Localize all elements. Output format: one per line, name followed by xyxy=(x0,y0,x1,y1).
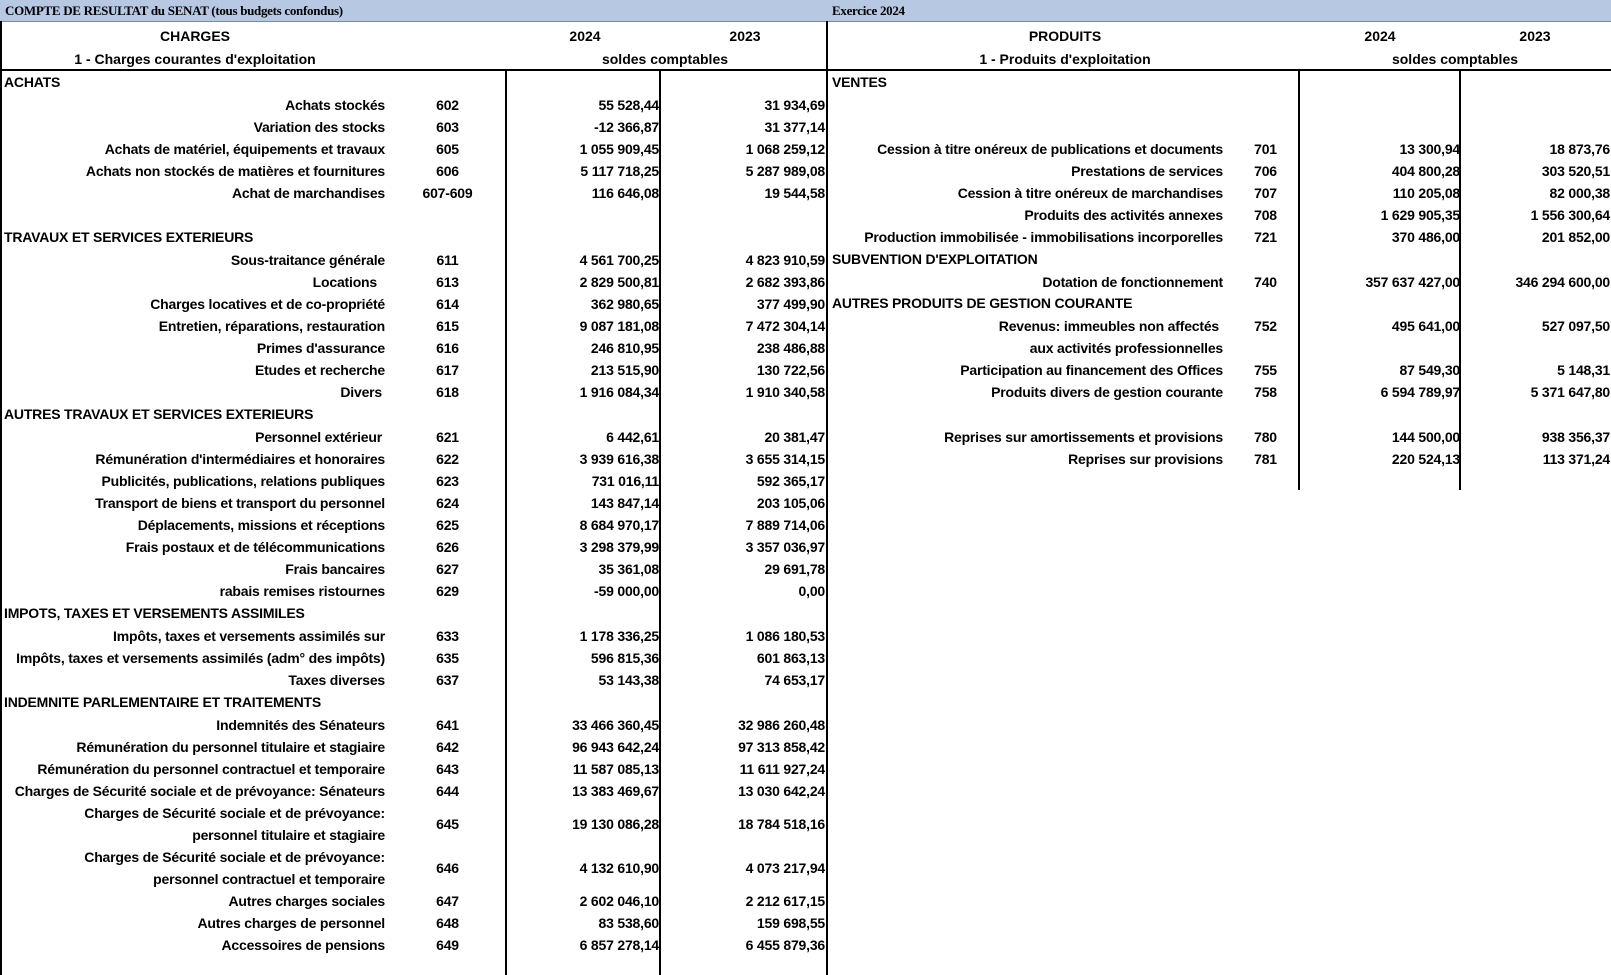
charges-year-2023: 2023 xyxy=(729,28,761,44)
row-code: 635 xyxy=(436,650,459,666)
table-row xyxy=(828,315,1611,337)
row-label: Achats stockés xyxy=(285,97,385,113)
row-label-continued: personnel titulaire et stagiaire xyxy=(192,827,385,843)
row-value-2023: 2 682 393,86 xyxy=(745,274,825,290)
row-label: Impôts, taxes et versements assimilés sur xyxy=(113,628,385,644)
section-title: AUTRES TRAVAUX ET SERVICES EXTERIEURS xyxy=(4,406,314,422)
table-row xyxy=(0,669,826,691)
row-value-2023: 1 910 340,58 xyxy=(745,384,825,400)
row-code: 626 xyxy=(436,539,459,555)
table-row xyxy=(0,912,826,934)
table-row xyxy=(828,160,1611,182)
row-label: Indemnités des Sénateurs xyxy=(216,717,385,733)
row-value-2023: 6 455 879,36 xyxy=(745,937,825,953)
row-value-2023: 7 889 714,06 xyxy=(745,517,825,533)
row-label: Participation au financement des Offices xyxy=(960,362,1223,378)
table-row xyxy=(0,138,826,160)
row-code: 642 xyxy=(436,739,459,755)
table-row xyxy=(0,182,826,204)
row-label: Impôts, taxes et versements assimilés (adm° des impôts) xyxy=(16,650,385,666)
row-value-2024: 144 500,00 xyxy=(1391,429,1460,445)
row-label: Reprises sur provisions xyxy=(1068,451,1223,467)
row-value-2024: 6 442,61 xyxy=(606,429,659,445)
row-value-2024: 596 815,36 xyxy=(590,650,659,666)
row-code: 721 xyxy=(1254,229,1277,245)
row-value-2024: 55 528,44 xyxy=(598,97,659,113)
table-row xyxy=(828,138,1611,160)
row-code: 708 xyxy=(1254,207,1277,223)
row-label: Charges de Sécurité sociale et de prévoyance: xyxy=(84,805,385,821)
row-label: Rémunération d'intermédiaires et honoraires xyxy=(95,451,385,467)
row-value-2024: 53 143,38 xyxy=(598,672,659,688)
row-value-2024: 362 980,65 xyxy=(590,296,659,312)
row-code: 615 xyxy=(436,318,459,334)
row-value-2023: 7 472 304,14 xyxy=(745,318,825,334)
row-code: 603 xyxy=(436,119,459,135)
table-row xyxy=(0,736,826,758)
row-value-2023: 303 520,51 xyxy=(1541,163,1610,179)
row-value-2024: 1 916 084,34 xyxy=(579,384,659,400)
row-value-2023: 13 030 642,24 xyxy=(738,783,825,799)
row-value-2023: 5 371 647,80 xyxy=(1530,384,1610,400)
row-value-2024: 246 810,95 xyxy=(590,340,659,356)
row-label: Charges de Sécurité sociale et de prévoyance: xyxy=(84,849,385,865)
row-value-2024: 2 602 046,10 xyxy=(579,893,659,909)
row-code: 616 xyxy=(436,340,459,356)
section-title: IMPOTS, TAXES ET VERSEMENTS ASSIMILES xyxy=(4,605,305,621)
row-value-2024: 1 178 336,25 xyxy=(579,628,659,644)
row-value-2023: 4 823 910,59 xyxy=(745,252,825,268)
row-code: 624 xyxy=(436,495,459,511)
produits-heading: PRODUITS xyxy=(1028,28,1102,44)
row-code: 643 xyxy=(436,761,459,777)
row-label: Charges locatives et de co-propriété xyxy=(150,296,385,312)
produits-subheading: 1 - Produits d'exploitation xyxy=(979,51,1151,67)
row-label: Achat de marchandises xyxy=(232,185,385,201)
row-value-2023: 113 371,24 xyxy=(1542,451,1610,467)
row-value-2024: 96 943 642,24 xyxy=(572,739,659,755)
row-label: Achats non stockés de matières et fournitures xyxy=(85,163,385,179)
row-value-2024: -59 000,00 xyxy=(594,583,659,599)
row-label: Variation des stocks xyxy=(253,119,385,135)
report-title: COMPTE DE RESULTAT du SENAT (tous budgets confondus) xyxy=(5,3,343,18)
table-row xyxy=(0,293,826,315)
table-row xyxy=(0,381,826,403)
row-value-2023: 18 784 518,16 xyxy=(738,816,825,832)
row-code: 641 xyxy=(436,717,459,733)
row-value-2024: 83 538,60 xyxy=(598,915,659,931)
table-row xyxy=(828,426,1611,448)
row-code: 622 xyxy=(436,451,459,467)
row-label: Locations xyxy=(312,274,377,290)
table-row xyxy=(828,182,1611,204)
row-value-2024: 8 684 970,17 xyxy=(579,517,659,533)
row-code: 606 xyxy=(436,163,459,179)
row-value-2023: 346 294 600,00 xyxy=(1515,274,1610,290)
row-code: 707 xyxy=(1254,185,1277,201)
row-value-2023: 201 852,00 xyxy=(1541,229,1610,245)
row-value-2024: 13 300,94 xyxy=(1399,141,1460,157)
row-label: Dotation de fonctionnement xyxy=(1042,274,1223,290)
row-label: Rémunération du personnel contractuel et temporaire xyxy=(37,761,385,777)
row-value-2024: 9 087 181,08 xyxy=(579,318,659,334)
row-code: 602 xyxy=(436,97,459,113)
table-row xyxy=(0,116,826,138)
row-label-continued: personnel contractuel et temporaire xyxy=(153,871,385,887)
row-value-2023: 19 544,58 xyxy=(764,185,825,201)
row-value-2023: 238 486,88 xyxy=(756,340,825,356)
row-label: Transport de biens et transport du personnel xyxy=(95,495,385,511)
row-label: Personnel extérieur xyxy=(255,429,382,445)
table-row xyxy=(0,647,826,669)
row-value-2024: -12 366,87 xyxy=(594,119,659,135)
section-title: ACHATS xyxy=(4,74,61,90)
row-value-2024: 3 939 616,38 xyxy=(579,451,659,467)
row-value-2023: 31 934,69 xyxy=(764,97,825,113)
table-row xyxy=(828,204,1611,226)
row-value-2023: 1 086 180,53 xyxy=(745,628,825,644)
row-value-2024: 6 857 278,14 xyxy=(579,937,659,953)
row-value-2023: 938 356,37 xyxy=(1541,429,1610,445)
table-row xyxy=(0,802,826,846)
row-value-2024: 13 383 469,67 xyxy=(572,783,659,799)
row-label: Production immobilisée - immobilisations incorporelles xyxy=(864,229,1223,245)
row-value-2024: 4 561 700,25 xyxy=(579,252,659,268)
row-value-2023: 5 148,31 xyxy=(1557,362,1610,378)
row-value-2024: 1 629 905,35 xyxy=(1380,207,1460,223)
row-value-2023: 159 698,55 xyxy=(756,915,825,931)
table-row xyxy=(0,337,826,359)
row-value-2023: 97 313 858,42 xyxy=(738,739,825,755)
table-row xyxy=(828,337,1611,359)
row-code: 646 xyxy=(436,860,459,876)
row-value-2024: 143 847,14 xyxy=(590,495,659,511)
section-title: TRAVAUX ET SERVICES EXTERIEURS xyxy=(4,229,254,245)
row-code: 701 xyxy=(1254,141,1277,157)
row-value-2023: 527 097,50 xyxy=(1541,318,1610,334)
row-code: 614 xyxy=(436,296,459,312)
row-label: Charges de Sécurité sociale et de prévoyance: Sénateurs xyxy=(14,783,385,799)
row-code: 633 xyxy=(436,628,459,644)
section-title: AUTRES PRODUITS DE GESTION COURANTE xyxy=(832,295,1133,311)
table-row xyxy=(0,714,826,736)
row-code: 617 xyxy=(436,362,459,378)
row-code: 607-609 xyxy=(422,185,473,201)
row-code: 648 xyxy=(436,915,459,931)
row-code: 625 xyxy=(436,517,459,533)
row-value-2023: 601 863,13 xyxy=(756,650,825,666)
row-label: rabais remises ristournes xyxy=(219,583,385,599)
table-row xyxy=(0,492,826,514)
row-label: Accessoires de pensions xyxy=(221,937,385,953)
row-code: 645 xyxy=(436,816,459,832)
row-value-2024: 404 800,28 xyxy=(1391,163,1460,179)
exercise-label: Exercice 2024 xyxy=(832,3,905,18)
table-row xyxy=(0,780,826,802)
row-value-2023: 592 365,17 xyxy=(756,473,825,489)
table-row xyxy=(0,580,826,602)
table-row xyxy=(0,160,826,182)
row-value-2023: 4 073 217,94 xyxy=(745,860,825,876)
table-row xyxy=(828,226,1611,248)
table-row xyxy=(0,514,826,536)
row-value-2024: 2 829 500,81 xyxy=(579,274,659,290)
charges-soldes-label: soldes comptables xyxy=(601,51,729,67)
row-label: Produits divers de gestion courante xyxy=(991,384,1223,400)
row-value-2024: 213 515,90 xyxy=(590,362,659,378)
row-label: Etudes et recherche xyxy=(254,362,385,378)
table-row xyxy=(0,448,826,470)
table-row xyxy=(0,94,826,116)
row-value-2023: 3 357 036,97 xyxy=(745,539,825,555)
row-label: Cession à titre onéreux de publications et documents xyxy=(877,141,1223,157)
row-code: 780 xyxy=(1254,429,1277,445)
section-title: INDEMNITE PARLEMENTAIRE ET TRAITEMENTS xyxy=(4,694,321,710)
row-value-2024: 731 016,11 xyxy=(591,473,659,489)
row-code: 649 xyxy=(436,937,459,953)
row-value-2024: 220 524,13 xyxy=(1391,451,1460,467)
row-label: Entretien, réparations, restauration xyxy=(158,318,385,334)
row-value-2023: 20 381,47 xyxy=(764,429,825,445)
table-row xyxy=(0,558,826,580)
row-value-2023: 377 499,90 xyxy=(756,296,825,312)
row-label: Divers xyxy=(340,384,382,400)
row-value-2024: 1 055 909,45 xyxy=(579,141,659,157)
row-value-2024: 4 132 610,90 xyxy=(579,860,659,876)
row-value-2024: 116 646,08 xyxy=(591,185,659,201)
row-value-2024: 35 361,08 xyxy=(598,561,659,577)
table-row xyxy=(0,249,826,271)
row-value-2024: 87 549,30 xyxy=(1399,362,1460,378)
table-row xyxy=(0,426,826,448)
section-title: SUBVENTION D'EXPLOITATION xyxy=(832,251,1038,267)
row-code: 740 xyxy=(1254,274,1277,290)
row-code: 613 xyxy=(436,274,459,290)
row-code: 755 xyxy=(1254,362,1277,378)
row-value-2023: 82 000,38 xyxy=(1549,185,1610,201)
row-label: Publicités, publications, relations publiques xyxy=(101,473,385,489)
row-value-2024: 11 587 085,13 xyxy=(572,761,659,777)
row-code: 752 xyxy=(1254,318,1277,334)
produits-soldes-label: soldes comptables xyxy=(1391,51,1519,67)
row-code: 618 xyxy=(436,384,459,400)
row-value-2023: 130 722,56 xyxy=(756,362,825,378)
table-row xyxy=(0,934,826,956)
row-value-2024: 3 298 379,99 xyxy=(579,539,659,555)
row-value-2023: 3 655 314,15 xyxy=(745,451,825,467)
row-value-2023: 18 873,76 xyxy=(1549,141,1610,157)
row-label: Déplacements, missions et réceptions xyxy=(137,517,385,533)
row-value-2024: 6 594 789,97 xyxy=(1380,384,1460,400)
row-value-2024: 495 641,00 xyxy=(1391,318,1460,334)
row-value-2024: 370 486,00 xyxy=(1391,229,1460,245)
row-value-2023: 2 212 617,15 xyxy=(745,893,825,909)
row-code: 623 xyxy=(436,473,459,489)
row-code: 781 xyxy=(1254,451,1277,467)
row-label: Reprises sur amortissements et provisions xyxy=(944,429,1223,445)
row-value-2023: 74 653,17 xyxy=(764,672,825,688)
row-label: Taxes diverses xyxy=(288,672,385,688)
row-code: 644 xyxy=(436,783,459,799)
table-row xyxy=(0,536,826,558)
header-rule xyxy=(0,69,1611,71)
row-label: aux activités professionnelles xyxy=(1029,340,1223,356)
row-code: 637 xyxy=(436,672,459,688)
row-label: Produits des activités annexes xyxy=(1024,207,1223,223)
row-value-2023: 32 986 260,48 xyxy=(738,717,825,733)
table-row xyxy=(0,625,826,647)
row-value-2023: 1 068 259,12 xyxy=(745,141,825,157)
row-label: Frais postaux et de télécommunications xyxy=(125,539,385,555)
row-label: Autres charges sociales xyxy=(228,893,385,909)
row-code: 758 xyxy=(1254,384,1277,400)
row-label: Autres charges de personnel xyxy=(197,915,385,931)
row-code: 621 xyxy=(436,429,459,445)
row-label: Achats de matériel, équipements et travaux xyxy=(104,141,385,157)
table-row xyxy=(828,448,1611,470)
produits-year-2024: 2024 xyxy=(1364,28,1396,44)
row-code: 605 xyxy=(436,141,459,157)
row-value-2023: 1 556 300,64 xyxy=(1530,207,1610,223)
row-label: Cession à titre onéreux de marchandises xyxy=(957,185,1223,201)
row-code: 706 xyxy=(1254,163,1277,179)
row-label: Revenus: immeubles non affectés xyxy=(998,318,1219,334)
charges-subheading: 1 - Charges courantes d'exploitation xyxy=(74,51,316,67)
row-value-2024: 33 466 360,45 xyxy=(572,717,659,733)
table-row xyxy=(0,846,826,890)
row-label: Rémunération du personnel titulaire et stagiaire xyxy=(76,739,385,755)
row-label: Prestations de services xyxy=(1071,163,1223,179)
table-row xyxy=(0,890,826,912)
table-row xyxy=(828,381,1611,403)
row-code: 647 xyxy=(436,893,459,909)
charges-year-2024: 2024 xyxy=(569,28,601,44)
row-code: 629 xyxy=(436,583,459,599)
row-label: Frais bancaires xyxy=(285,561,385,577)
table-row xyxy=(0,359,826,381)
row-label: Sous-traitance générale xyxy=(230,252,385,268)
produits-year-2023: 2023 xyxy=(1519,28,1551,44)
row-value-2024: 357 637 427,00 xyxy=(1365,274,1460,290)
row-value-2023: 11 611 927,24 xyxy=(739,761,825,777)
charges-heading: CHARGES xyxy=(159,28,230,44)
row-value-2024: 5 117 718,25 xyxy=(580,163,659,179)
table-row xyxy=(828,359,1611,381)
row-value-2023: 31 377,14 xyxy=(764,119,825,135)
row-code: 611 xyxy=(436,252,459,268)
row-value-2024: 110 205,08 xyxy=(1392,185,1460,201)
row-label: Primes d'assurance xyxy=(256,340,385,356)
table-row xyxy=(0,315,826,337)
table-row xyxy=(828,271,1611,293)
table-row xyxy=(0,758,826,780)
row-value-2023: 5 287 989,08 xyxy=(745,163,825,179)
row-code: 627 xyxy=(436,561,459,577)
row-value-2023: 0,00 xyxy=(798,583,825,599)
row-value-2024: 19 130 086,28 xyxy=(572,816,659,832)
row-value-2023: 203 105,06 xyxy=(756,495,825,511)
section-title: VENTES xyxy=(832,74,887,90)
table-row xyxy=(0,271,826,293)
title-bar xyxy=(0,0,1611,22)
row-value-2023: 29 691,78 xyxy=(764,561,825,577)
table-row xyxy=(0,470,826,492)
